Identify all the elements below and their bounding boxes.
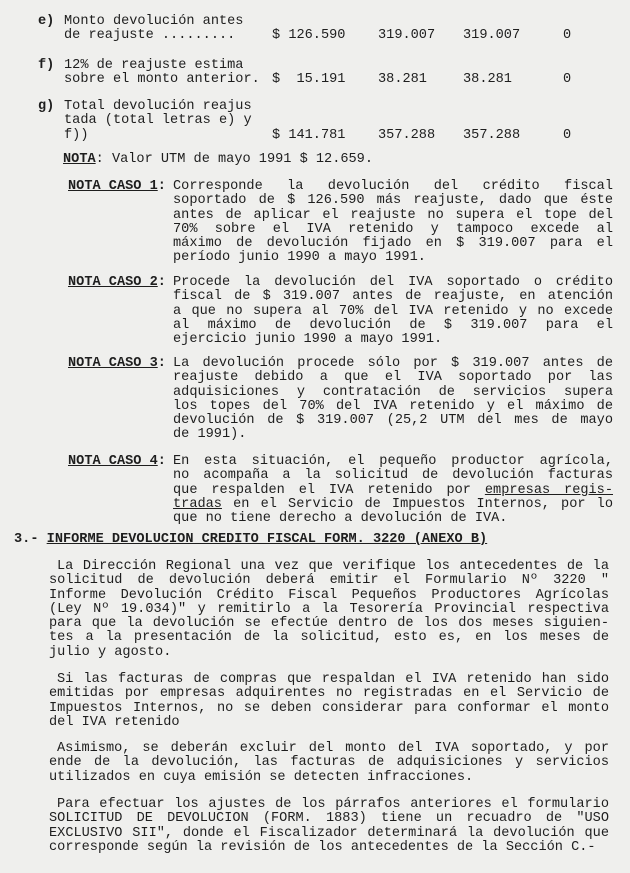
caso-label-text: NOTA CASO 3 bbox=[68, 356, 158, 371]
paragraph-line: ende de la devolución, las facturas de adquisiciones y servicios bbox=[49, 755, 609, 771]
underlined-term: empresas regis- bbox=[484, 482, 613, 498]
caso-label-text: NOTA CASO 2 bbox=[68, 275, 158, 290]
paragraph-line: SOLICITUD DE DEVOLUCION (FORM. 1883) tiene un recuadro de "USO bbox=[49, 811, 609, 827]
paragraph-line: tes a la presentación de la solicitud, esto es, en los meses de bbox=[49, 630, 609, 646]
caso-text-line: 70% sobre el IVA retenido y tampoco excede al bbox=[173, 221, 613, 237]
caso-text-line: devolución de $ 319.007 (25,2 UTM del mes de mayo bbox=[173, 413, 613, 429]
paragraph-line: Para efectuar los ajustes de los párrafos anteriores el formulario bbox=[57, 797, 609, 812]
caso-label bbox=[68, 180, 166, 194]
section-heading bbox=[14, 533, 487, 547]
nota-text: : Valor UTM de mayo 1991 $ 12.659. bbox=[95, 152, 373, 167]
paragraph-line: utilizados en cuya emisión se detecten infracciones. bbox=[49, 769, 474, 785]
row-description bbox=[64, 100, 252, 143]
section-number: 3.- bbox=[14, 532, 39, 547]
caso-text-line: período junio 1990 a mayo 1991. bbox=[173, 250, 426, 266]
section-title: INFORME DEVOLUCION CREDITO FISCAL FORM. 3220 (ANEXO B) bbox=[46, 532, 488, 547]
paragraph-line: para que la devolución se efectúe dentro de los dos meses siguien- bbox=[49, 616, 609, 632]
caso-text-line: En esta situación, el pequeño productor agrícola, bbox=[173, 454, 613, 469]
row-description-line: sobre el monto anterior. bbox=[64, 72, 260, 88]
caso-text-line: no acompaña a la solicitud de devolución facturas bbox=[173, 468, 613, 484]
caso-text-line: fiscal de $ 319.007 antes de reajuste, en atención bbox=[173, 289, 613, 305]
underlined-term: tradas bbox=[173, 496, 222, 512]
paragraph-line: emitidas por empresas adquirentes no registradas en el Servicio de bbox=[49, 686, 609, 702]
caso-colon: : bbox=[157, 454, 166, 469]
paragraph bbox=[49, 560, 609, 660]
row-description-line: f)) bbox=[64, 127, 89, 143]
caso-text-line: reajuste debido a que el IVA soportado por las bbox=[173, 370, 613, 386]
nota-label: NOTA bbox=[63, 152, 96, 167]
paragraph-line: La Dirección Regional una vez que verifique los antecedentes de la bbox=[57, 559, 609, 574]
caso-colon: : bbox=[157, 179, 166, 194]
paragraph-line: (Ley Nº 19.034)" y remitirlo a la Tesorería Provincial respectiva bbox=[49, 601, 609, 617]
caso-text bbox=[173, 276, 613, 347]
row-value: $ 126.590 bbox=[272, 28, 346, 44]
paragraph bbox=[49, 673, 609, 730]
caso-text bbox=[173, 357, 613, 443]
caso-text-line: de 1991). bbox=[173, 427, 247, 443]
caso-text-line: ejercicio junio 1990 a mayo 1991. bbox=[173, 332, 443, 348]
paragraph-line: julio y agosto. bbox=[49, 644, 172, 660]
paragraph-line: Informe Devolución Crédito Fiscal Pequeños Productores Agrícolas bbox=[49, 587, 609, 603]
caso-text-line: Corresponde la devolución del crédito fiscal bbox=[173, 179, 613, 194]
row-description-line: 12% de reajuste estima bbox=[64, 58, 244, 73]
paragraph bbox=[49, 742, 609, 785]
caso-text-line: máximo de devolución fijado en $ 319.007 para el bbox=[173, 236, 613, 252]
caso-colon: : bbox=[157, 275, 166, 290]
row-value: 0 bbox=[563, 72, 572, 88]
row-value: $ 141.781 bbox=[272, 127, 346, 143]
caso-text-line: Procede la devolución del IVA soportado o crédito bbox=[173, 275, 613, 290]
caso-text bbox=[173, 455, 613, 526]
paragraph-line: solicitud de devolución deberá emitir el Formulario Nº 3220 " bbox=[49, 573, 609, 589]
nota bbox=[63, 153, 373, 167]
row-description-line: Monto devolución antes bbox=[64, 14, 244, 29]
row-value: 319.007 bbox=[378, 28, 436, 44]
row-value: 38.281 bbox=[378, 72, 427, 88]
row-value: 38.281 bbox=[463, 72, 512, 88]
row-value: 0 bbox=[563, 28, 572, 44]
row-description-line: de reajuste ......... bbox=[64, 28, 236, 44]
caso-label bbox=[68, 357, 166, 371]
paragraph-line: EXCLUSIVO SII", donde el Fiscalizador determinará la devolución que bbox=[49, 825, 609, 841]
caso-label bbox=[68, 455, 166, 469]
row-value: 357.288 bbox=[463, 127, 521, 143]
caso-label bbox=[68, 276, 166, 290]
caso-text-line: al máximo de devolución de $ 319.007 para el bbox=[173, 317, 613, 333]
row-value: $ 15.191 bbox=[272, 72, 346, 88]
caso-label-text: NOTA CASO 1 bbox=[68, 179, 158, 194]
caso-text-line: tradas en el Servicio de Impuestos Internos, por lo bbox=[173, 496, 613, 512]
caso-text-line: que no tiene derecho a devolución de IVA. bbox=[173, 511, 508, 527]
paragraph-line: corresponde según la revisión de los antecedentes de la Sección C.- bbox=[49, 839, 596, 855]
caso-text-line: soportado de $ 126.590 más reajuste, dado que éste bbox=[173, 193, 613, 209]
caso-text-line: antes de aplicar el reajuste no supera el tope del bbox=[173, 207, 613, 223]
row-value: 0 bbox=[563, 127, 572, 143]
row-value: 319.007 bbox=[463, 28, 521, 44]
row-description bbox=[64, 59, 260, 88]
paragraph-line: Si las facturas de compras que respaldan el IVA retenido han sido bbox=[57, 672, 609, 687]
row-letter: f) bbox=[38, 58, 55, 73]
caso-label-text: NOTA CASO 4 bbox=[68, 454, 158, 469]
row-letter: e) bbox=[38, 14, 55, 29]
caso-colon: : bbox=[157, 356, 166, 371]
paragraph-line: Asimismo, se deberán excluir del monto del IVA soportado, y por bbox=[57, 741, 609, 756]
caso-text-line: que respalden el IVA retenido por empresas regis- bbox=[173, 482, 613, 498]
paragraph-line: del IVA retenido bbox=[49, 714, 180, 730]
caso-text-line: La devolución procede sólo por $ 319.007 antes de bbox=[173, 356, 613, 371]
caso-text-line: adquisiciones y contratación de servicios supera bbox=[173, 384, 613, 400]
row-value: 357.288 bbox=[378, 127, 436, 143]
paragraph bbox=[49, 798, 609, 855]
caso-text-line: a que no supera al 70% del IVA retenido y no excede bbox=[173, 303, 613, 319]
caso-text bbox=[173, 180, 613, 266]
row-description-line: tada (total letras e) y bbox=[64, 113, 252, 129]
caso-text-line: los topes del 70% del IVA retenido y el máximo de bbox=[173, 398, 613, 414]
row-description-line: Total devolución reajus bbox=[64, 99, 252, 114]
row-description bbox=[64, 15, 243, 44]
paragraph-line: Impuestos Internos, no se deben considerar para conformar el monto bbox=[49, 700, 609, 716]
row-letter: g) bbox=[38, 99, 55, 114]
